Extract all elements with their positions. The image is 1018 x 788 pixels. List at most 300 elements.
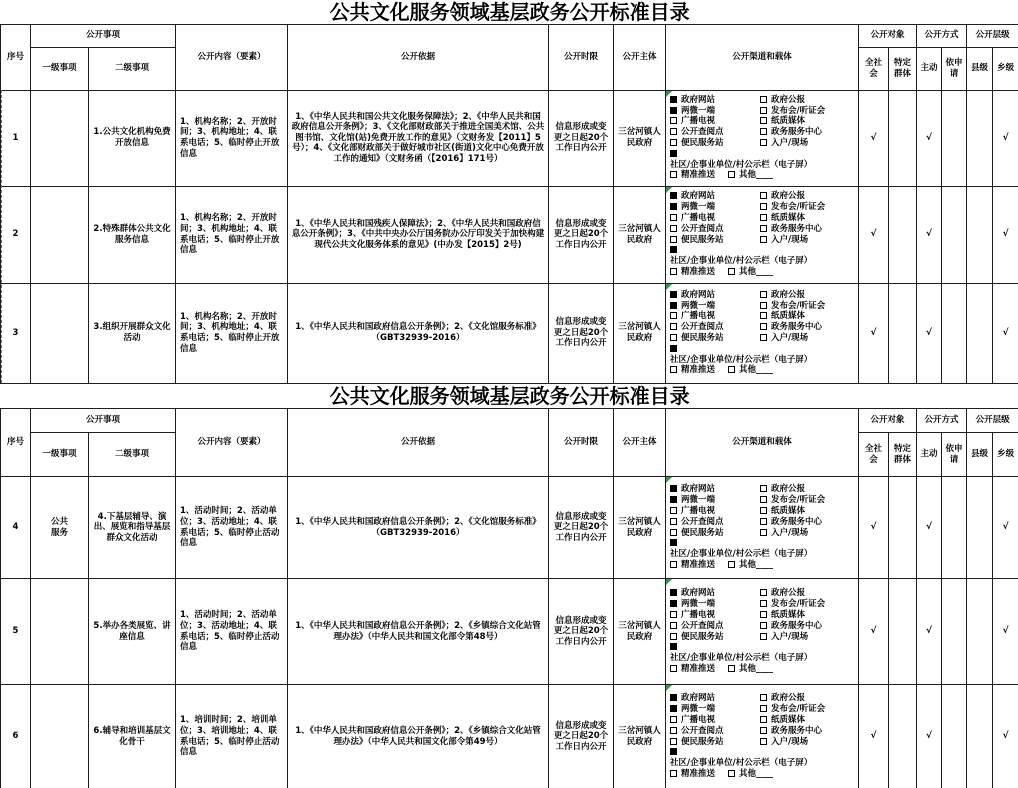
unchecked-box-icon (670, 529, 677, 536)
disclosure-content-cell[interactable]: 1、活动时间；2、活动单位；3、活动地址；4、联系电话；5、临时停止活动信息 (176, 579, 288, 685)
target-specific-group-cell[interactable] (889, 579, 917, 685)
method-active-cell[interactable]: √ (917, 90, 942, 186)
channel-option (670, 632, 760, 643)
channel-option (760, 517, 856, 528)
disclosure-content-cell[interactable]: 1、培训时间；2、培训单位；3、培训地址；4、联系电话；5、临时停止活动信息 (176, 685, 288, 788)
channel-option (760, 693, 856, 704)
disclosure-deadline-cell[interactable]: 信息形成或变更之日起20个工作日内公开 (549, 186, 614, 283)
disclosure-basis-cell[interactable]: 1、《中华人民共和国政府信息公开条例》；2、《文化馆服务标准》（GBT32939-2016） (288, 477, 549, 579)
table-title[interactable]: 公共文化服务领域基层政务公开标准目录 (329, 0, 690, 24)
level1-item-cell[interactable] (31, 579, 89, 685)
channel-option-label: 两微一端 (681, 599, 716, 610)
header-seq[interactable]: 序号 (1, 24, 31, 90)
channel-option (670, 149, 822, 171)
channel-option-label: 政府网站 (681, 94, 716, 105)
channel-option (760, 138, 856, 149)
disclosure-table (0, 0, 1018, 384)
unchecked-box-icon (670, 611, 677, 618)
disclosure-deadline-cell[interactable]: 信息形成或变更之日起20个工作日内公开 (549, 685, 614, 788)
unchecked-box-icon (760, 705, 767, 712)
channel-option (670, 538, 822, 560)
target-specific-group-cell[interactable] (889, 685, 917, 788)
channel-option-label: 政府公报 (771, 693, 806, 704)
channel-option (760, 737, 856, 748)
channel-option-label: 政府公报 (771, 191, 806, 202)
unchecked-box-icon (670, 622, 677, 629)
target-all-society-cell[interactable]: √ (859, 477, 889, 579)
channel-option-label: 公开查阅点 (681, 127, 724, 138)
channel-option-label: 两微一端 (681, 105, 716, 116)
checked-box-icon (670, 203, 677, 210)
channel-option-label: 政府网站 (681, 484, 716, 495)
unchecked-box-icon (760, 192, 767, 199)
channel-option (670, 267, 728, 278)
channel-option (728, 170, 773, 181)
header-county[interactable]: 县级 (967, 47, 993, 90)
unchecked-box-icon (670, 633, 677, 640)
unchecked-box-icon (760, 291, 767, 298)
table-row (1, 90, 1018, 186)
header-active[interactable]: 主动 (917, 47, 942, 90)
error-indicator-icon (666, 579, 672, 585)
channel-option (760, 235, 856, 246)
channel-option-label: 广播电视 (681, 609, 716, 620)
channel-option (760, 301, 856, 312)
unchecked-box-icon (728, 268, 735, 275)
row-number-cell[interactable]: 5 (1, 579, 31, 685)
header-items[interactable]: 公开事项 (31, 409, 176, 433)
target-all-society-cell[interactable]: √ (859, 90, 889, 186)
unchecked-box-icon (670, 117, 677, 124)
disclosure-table (0, 384, 1018, 788)
method-active-cell[interactable]: √ (917, 685, 942, 788)
table-row (1, 186, 1018, 283)
channel-option (670, 290, 760, 301)
channel-option-label: 政府公报 (771, 484, 806, 495)
channel-option (760, 704, 856, 715)
channel-option-label: 精准推送 (681, 170, 716, 181)
channel-option-label: 入户/现场 (771, 736, 809, 747)
channel-option (728, 664, 773, 675)
row-number-cell[interactable]: 4 (1, 477, 31, 579)
header-target[interactable]: 公开对象 (859, 409, 917, 433)
header-content[interactable]: 公开内容（要素） (176, 24, 288, 90)
method-on-request-cell[interactable] (942, 186, 967, 283)
header-specific-group[interactable]: 特定群体 (889, 47, 917, 90)
channel-option (760, 106, 856, 117)
method-on-request-cell[interactable] (942, 579, 967, 685)
disclosure-subject-cell[interactable]: 三岔河镇人民政府 (614, 186, 666, 283)
channel-option (760, 621, 856, 632)
channel-option (670, 726, 760, 737)
header-items[interactable]: 公开事项 (31, 24, 176, 47)
level1-item-cell[interactable] (31, 283, 89, 383)
level2-item-cell[interactable]: 2.特殊群体公共文化服务信息 (89, 186, 176, 283)
channel-option-label: 便民服务站 (681, 138, 724, 148)
table-title[interactable]: 公共文化服务领域基层政务公开标准目录 (329, 383, 690, 408)
channel-option-label: 政府公报 (771, 588, 806, 599)
channel-option-label: 纸质媒体 (771, 311, 806, 322)
unchecked-box-icon (760, 738, 767, 745)
channel-option (728, 560, 773, 571)
channel-option (760, 95, 856, 106)
target-specific-group-cell[interactable] (889, 283, 917, 383)
target-specific-group-cell[interactable] (889, 90, 917, 186)
channel-list (670, 484, 856, 570)
channel-option-label: 政府公报 (771, 289, 806, 300)
channel-option-label: 政府网站 (681, 693, 716, 704)
channel-option (760, 610, 856, 621)
header-active[interactable]: 主动 (917, 433, 942, 477)
disclosure-channels-cell[interactable] (666, 283, 859, 383)
header-row-1 (1, 409, 1018, 433)
unchecked-box-icon (728, 171, 735, 178)
channel-option-label: 政务服务中心 (771, 516, 823, 527)
disclosure-deadline-cell[interactable]: 信息形成或变更之日起20个工作日内公开 (549, 90, 614, 186)
channel-option (760, 528, 856, 539)
channel-option-label: 公开查阅点 (681, 516, 724, 527)
header-level[interactable]: 公开层级 (967, 24, 1018, 47)
channel-option-label: 两微一端 (681, 704, 716, 715)
unchecked-box-icon (760, 312, 767, 319)
unchecked-box-icon (670, 561, 677, 568)
header-subject[interactable]: 公开主体 (614, 24, 666, 90)
row-number-cell[interactable]: 1 (1, 90, 31, 186)
unchecked-box-icon (760, 117, 767, 124)
target-all-society-cell[interactable]: √ (859, 579, 889, 685)
channel-option-label: 入户/现场 (771, 234, 809, 245)
checked-box-icon (670, 539, 677, 546)
level-county-cell[interactable] (967, 477, 993, 579)
channel-option-label: 其他____ (739, 170, 774, 181)
channel-option-label: 公开查阅点 (681, 223, 724, 234)
channel-option (670, 588, 760, 599)
level2-item-cell[interactable]: 3.组织开展群众文化活动 (89, 283, 176, 383)
disclosure-basis-cell[interactable]: 1、《中华人民共和国残疾人保障法》；2、《中华人民共和国政府信息公开条例》；3、《中共中央办公厅国务院办公厅印发关于加快构建现代公共文化服务体系的意见》(中办发【2015】2号) (288, 186, 549, 283)
unchecked-box-icon (670, 334, 677, 341)
row-number-cell[interactable]: 2 (1, 186, 31, 283)
channel-option-label: 入户/现场 (771, 527, 809, 538)
channel-option-label: 发布会/听证会 (771, 202, 826, 213)
channel-option-label: 广播电视 (681, 311, 716, 322)
error-indicator-icon (666, 91, 672, 97)
method-active-cell[interactable]: √ (917, 283, 942, 383)
header-seq[interactable]: 序号 (1, 409, 31, 477)
unchecked-box-icon (670, 507, 677, 514)
header-deadline[interactable]: 公开时限 (549, 409, 614, 477)
table-row (1, 685, 1018, 788)
level-township-cell[interactable]: √ (993, 685, 1018, 788)
header-on-request[interactable]: 依申请 (942, 47, 967, 90)
header-deadline[interactable]: 公开时限 (549, 24, 614, 90)
disclosure-content-cell[interactable]: 1、机构名称；2、开放时间；3、机构地址；4、联系电话；5、临时停止开放信息 (176, 283, 288, 383)
channel-list (670, 290, 856, 376)
level-county-cell[interactable] (967, 579, 993, 685)
channel-list (670, 95, 856, 181)
disclosure-subject-cell[interactable]: 三岔河镇人民政府 (614, 685, 666, 788)
channel-option-label: 其他____ (739, 768, 774, 779)
channel-option-label: 广播电视 (681, 116, 716, 127)
title-row (1, 0, 1018, 24)
table-row (1, 283, 1018, 383)
table-header (1, 384, 1018, 477)
header-level2[interactable]: 二级事项 (89, 433, 176, 477)
channel-option (670, 642, 822, 664)
disclosure-content-cell[interactable]: 1、机构名称；2、开放时间；3、机构地址；4、联系电话；5、临时停止开放信息 (176, 186, 288, 283)
channel-option (670, 95, 760, 106)
header-channels[interactable]: 公开渠道和载体 (666, 24, 859, 90)
level2-item-cell[interactable]: 6.辅导和培训基层文化骨干 (89, 685, 176, 788)
disclosure-subject-cell[interactable]: 三岔河镇人民政府 (614, 477, 666, 579)
header-level1[interactable]: 一级事项 (31, 433, 89, 477)
level-county-cell[interactable] (967, 186, 993, 283)
channel-option-label: 社区/企事业单位/村公示栏（电子屏） (670, 758, 813, 769)
channel-option-label: 两微一端 (681, 202, 716, 213)
channel-option (670, 213, 760, 224)
channel-option-label: 政务服务中心 (771, 127, 823, 138)
disclosure-subject-cell[interactable]: 三岔河镇人民政府 (614, 579, 666, 685)
header-target[interactable]: 公开对象 (859, 24, 917, 47)
table-row (1, 579, 1018, 685)
unchecked-box-icon (760, 128, 767, 135)
level-township-cell[interactable]: √ (993, 90, 1018, 186)
unchecked-box-icon (670, 225, 677, 232)
channel-option (670, 599, 760, 610)
header-all-society[interactable]: 全社会 (859, 47, 889, 90)
channel-option-label: 纸质媒体 (771, 116, 806, 127)
method-active-cell[interactable]: √ (917, 477, 942, 579)
unchecked-box-icon (760, 203, 767, 210)
level-township-cell[interactable]: √ (993, 283, 1018, 383)
disclosure-content-cell[interactable]: 1、活动时间；2、活动单位；3、活动地址；4、联系电话；5、临时停止活动信息 (176, 477, 288, 579)
channel-option (760, 632, 856, 643)
level1-item-cell[interactable] (31, 186, 89, 283)
disclosure-channels-cell[interactable] (666, 477, 859, 579)
method-on-request-cell[interactable] (942, 283, 967, 383)
error-indicator-icon (666, 685, 672, 691)
level-township-cell[interactable]: √ (993, 477, 1018, 579)
channel-option (670, 664, 728, 675)
unchecked-box-icon (760, 507, 767, 514)
channel-option-label: 便民服务站 (681, 333, 724, 343)
channel-option (670, 106, 760, 117)
channel-option (760, 588, 856, 599)
channel-option (670, 506, 760, 517)
checked-box-icon (670, 600, 677, 607)
channel-option (670, 344, 822, 366)
checked-box-icon (670, 96, 677, 103)
disclosure-channels-cell[interactable] (666, 186, 859, 283)
unchecked-box-icon (760, 334, 767, 341)
channel-option-label: 其他____ (739, 559, 774, 570)
channel-option-label: 政务服务中心 (771, 223, 823, 234)
channel-option-label: 便民服务站 (681, 527, 724, 538)
header-township[interactable]: 乡级 (993, 433, 1018, 477)
level1-item-cell[interactable] (31, 685, 89, 788)
channel-option-label: 社区/企事业单位/村公示栏（电子屏） (670, 159, 813, 170)
method-on-request-cell[interactable] (942, 90, 967, 186)
unchecked-box-icon (670, 268, 677, 275)
channel-option (728, 267, 773, 278)
unchecked-box-icon (670, 323, 677, 330)
method-on-request-cell[interactable] (942, 685, 967, 788)
unchecked-box-icon (760, 633, 767, 640)
channel-option-label: 两微一端 (681, 495, 716, 506)
table-header (1, 0, 1018, 90)
unchecked-box-icon (760, 96, 767, 103)
channel-option (670, 610, 760, 621)
channel-option (670, 127, 760, 138)
checked-box-icon (670, 246, 677, 253)
header-township[interactable]: 乡级 (993, 47, 1018, 90)
channel-option (670, 333, 760, 344)
disclosure-basis-cell[interactable]: 1、《中华人民共和国政府信息公开条例》；2、《乡镇综合文化站管理办法》（中华人民共和国文化部令第49号） (288, 685, 549, 788)
channel-option-label: 公开查阅点 (681, 322, 724, 333)
unchecked-box-icon (670, 312, 677, 319)
checked-box-icon (670, 291, 677, 298)
error-indicator-icon (666, 477, 672, 483)
disclosure-deadline-cell[interactable]: 信息形成或变更之日起20个工作日内公开 (549, 579, 614, 685)
unchecked-box-icon (728, 665, 735, 672)
channel-option-label: 精准推送 (681, 663, 716, 674)
disclosure-deadline-cell[interactable]: 信息形成或变更之日起20个工作日内公开 (549, 283, 614, 383)
header-all-society[interactable]: 全社会 (859, 433, 889, 477)
row-number-cell[interactable]: 6 (1, 685, 31, 788)
unchecked-box-icon (670, 214, 677, 221)
method-active-cell[interactable]: √ (917, 579, 942, 685)
header-on-request[interactable]: 依申请 (942, 433, 967, 477)
checked-box-icon (670, 345, 677, 352)
channel-option (670, 322, 760, 333)
channel-option-label: 发布会/听证会 (771, 300, 826, 311)
header-basis[interactable]: 公开依据 (288, 409, 549, 477)
checked-box-icon (670, 302, 677, 309)
channel-option (760, 599, 856, 610)
unchecked-box-icon (760, 302, 767, 309)
unchecked-box-icon (760, 529, 767, 536)
channel-option (760, 715, 856, 726)
header-method[interactable]: 公开方式 (917, 409, 967, 433)
checked-box-icon (670, 589, 677, 596)
target-specific-group-cell[interactable] (889, 477, 917, 579)
channel-option (670, 224, 760, 235)
channel-option-label: 广播电视 (681, 212, 716, 223)
level-township-cell[interactable]: √ (993, 186, 1018, 283)
channel-option (670, 528, 760, 539)
disclosure-channels-cell[interactable] (666, 685, 859, 788)
channel-option (760, 311, 856, 322)
unchecked-box-icon (728, 366, 735, 373)
unchecked-box-icon (670, 727, 677, 734)
header-method[interactable]: 公开方式 (917, 24, 967, 47)
channel-option (760, 484, 856, 495)
checked-box-icon (670, 496, 677, 503)
channel-option-label: 社区/企事业单位/村公示栏（电子屏） (670, 256, 813, 267)
channel-option (670, 621, 760, 632)
method-on-request-cell[interactable] (942, 477, 967, 579)
channel-option-label: 发布会/听证会 (771, 495, 826, 506)
level1-item-cell[interactable]: 公共服务 (31, 477, 89, 579)
header-level1[interactable]: 一级事项 (31, 47, 89, 90)
target-all-society-cell[interactable]: √ (859, 685, 889, 788)
channel-option (670, 484, 760, 495)
header-basis[interactable]: 公开依据 (288, 24, 549, 90)
header-county[interactable]: 县级 (967, 433, 993, 477)
unchecked-box-icon (760, 323, 767, 330)
table-body (1, 477, 1018, 788)
header-level2[interactable]: 二级事项 (89, 47, 176, 90)
target-all-society-cell[interactable]: √ (859, 283, 889, 383)
unchecked-box-icon (670, 716, 677, 723)
disclosure-basis-cell[interactable]: 1、《中华人民共和国政府信息公开条例》；2、《文化馆服务标准》（GBT32939-2016） (288, 283, 549, 383)
disclosure-content-cell[interactable]: 1、机构名称；2、开放时间；3、机构地址；4、联系电话；5、临时停止开放信息 (176, 90, 288, 186)
channel-option (728, 365, 773, 376)
level2-item-cell[interactable]: 4.下基层辅导、演出、展览和指导基层群众文化活动 (89, 477, 176, 579)
unchecked-box-icon (760, 518, 767, 525)
disclosure-subject-cell[interactable]: 三岔河镇人民政府 (614, 90, 666, 186)
unchecked-box-icon (760, 496, 767, 503)
channel-option-label: 便民服务站 (681, 736, 724, 747)
target-all-society-cell[interactable]: √ (859, 186, 889, 283)
channel-option (670, 116, 760, 127)
disclosure-channels-cell[interactable] (666, 90, 859, 186)
level2-item-cell[interactable]: 1.公共文化机构免费开放信息 (89, 90, 176, 186)
channel-option-label: 政务服务中心 (771, 620, 823, 631)
disclosure-basis-cell[interactable]: 1、《中华人民共和国公共文化服务保障法》；2、《中华人民共和国政府信息公开条例》；3、《文化部财政部关于推进全国美术馆、公共图书馆、文化馆(站)免费开放工作的意见》（文财务发【2011】5号）；4、《文化部财政部关于做好城市社区(街道)文化中心免费开放工作的通知》（文财务函（【2016】171号） (288, 90, 549, 186)
level-county-cell[interactable] (967, 90, 993, 186)
level-county-cell[interactable] (967, 283, 993, 383)
header-content[interactable]: 公开内容（要素） (176, 409, 288, 477)
level2-item-cell[interactable]: 5.举办各类展览、讲座信息 (89, 579, 176, 685)
row-number-cell[interactable]: 3 (1, 283, 31, 383)
channel-option-label: 纸质媒体 (771, 609, 806, 620)
unchecked-box-icon (670, 770, 677, 777)
checked-box-icon (670, 748, 677, 755)
disclosure-channels-cell[interactable] (666, 579, 859, 685)
channel-option-label: 入户/现场 (771, 138, 809, 148)
channel-option-label: 其他____ (739, 663, 774, 674)
disclosure-basis-cell[interactable]: 1、《中华人民共和国政府信息公开条例》；2、《乡镇综合文化站管理办法》（中华人民共和国文化部令第48号） (288, 579, 549, 685)
channel-option (760, 322, 856, 333)
unchecked-box-icon (670, 366, 677, 373)
disclosure-subject-cell[interactable]: 三岔河镇人民政府 (614, 283, 666, 383)
channel-option (670, 704, 760, 715)
header-level[interactable]: 公开层级 (967, 409, 1018, 433)
unchecked-box-icon (760, 107, 767, 114)
channel-option-label: 两微一端 (681, 300, 716, 311)
target-specific-group-cell[interactable] (889, 186, 917, 283)
channel-option-label: 社区/企事业单位/村公示栏（电子屏） (670, 653, 813, 664)
channel-option-label: 政府网站 (681, 191, 716, 202)
unchecked-box-icon (760, 611, 767, 618)
channel-option (670, 138, 760, 149)
method-active-cell[interactable]: √ (917, 186, 942, 283)
disclosure-deadline-cell[interactable]: 信息形成或变更之日起20个工作日内公开 (549, 477, 614, 579)
unchecked-box-icon (760, 139, 767, 146)
channel-option (670, 560, 728, 571)
header-subject[interactable]: 公开主体 (614, 409, 666, 477)
level1-item-cell[interactable] (31, 90, 89, 186)
unchecked-box-icon (670, 738, 677, 745)
unchecked-box-icon (670, 665, 677, 672)
header-specific-group[interactable]: 特定群体 (889, 433, 917, 477)
level-county-cell[interactable] (967, 685, 993, 788)
channel-option (760, 202, 856, 213)
level-township-cell[interactable]: √ (993, 579, 1018, 685)
header-channels[interactable]: 公开渠道和载体 (666, 409, 859, 477)
channel-option (670, 715, 760, 726)
channel-option-label: 其他____ (739, 365, 774, 376)
